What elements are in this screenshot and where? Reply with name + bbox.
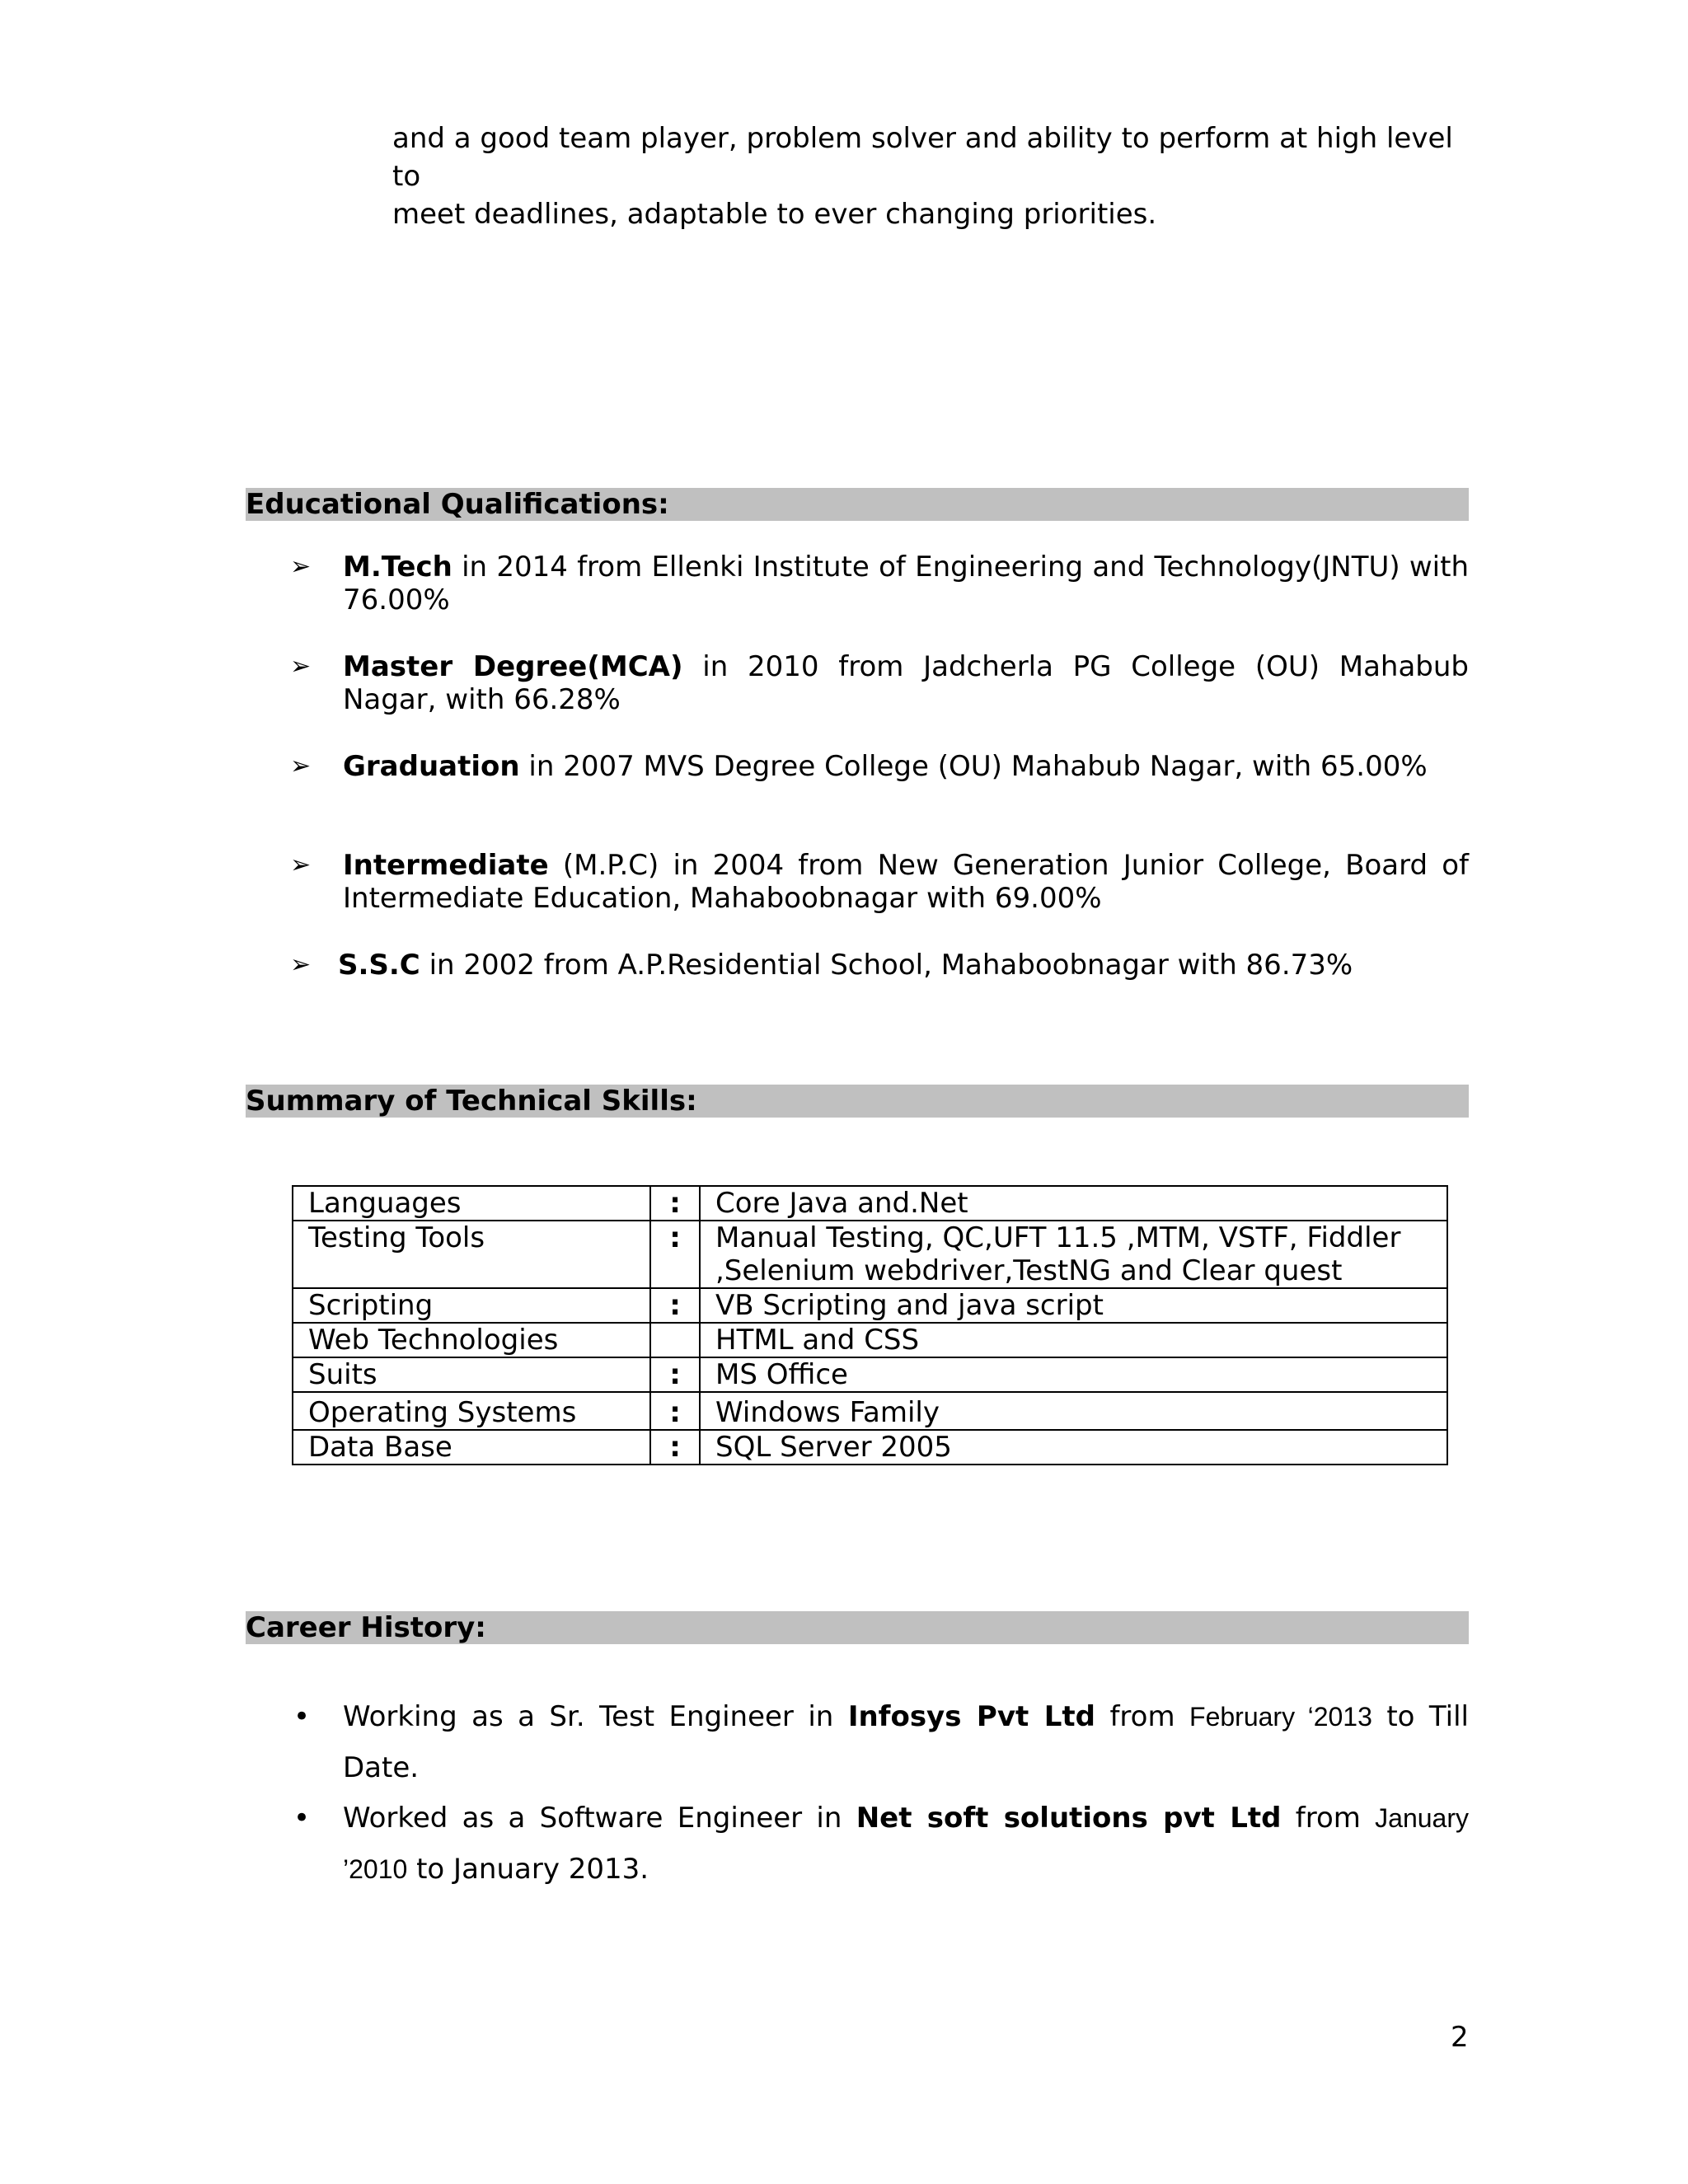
skill-category: Web Technologies — [293, 1323, 650, 1357]
career-from: from — [1281, 1802, 1376, 1835]
table-row — [293, 1430, 1447, 1465]
skill-value: HTML and CSS — [700, 1323, 1447, 1357]
skill-category: Data Base — [293, 1430, 650, 1465]
table-row — [293, 1323, 1447, 1357]
skill-separator: : — [650, 1357, 700, 1392]
bullet-dot-icon: • — [293, 1802, 311, 1835]
skills-table — [292, 1185, 1448, 1465]
career-end: to Till Date. — [343, 1700, 1469, 1784]
skill-category: Operating Systems — [293, 1392, 650, 1430]
skill-separator: : — [650, 1430, 700, 1465]
career-role: Working as a Sr. Test Engineer in — [343, 1700, 848, 1733]
skill-category: Suits — [293, 1357, 650, 1392]
career-end: to January 2013. — [407, 1853, 649, 1886]
degree-details: in 2002 from A.P.Residential School, Mahaboobnagar with 86.73% — [420, 949, 1353, 982]
career-start-date: January ’2010 — [343, 1803, 1469, 1884]
degree-name: Graduation — [343, 750, 520, 783]
arrowhead-bullet-icon: ➢ — [290, 652, 312, 681]
table-row — [293, 1221, 1447, 1288]
arrowhead-bullet-icon: ➢ — [290, 851, 312, 879]
career-heading: Career History: — [246, 1611, 1469, 1644]
skill-separator: : — [650, 1221, 700, 1288]
intro-paragraph — [392, 120, 1472, 233]
skill-separator: : — [650, 1392, 700, 1430]
bullet-dot-icon: • — [293, 1700, 311, 1733]
degree-details: in 2014 from Ellenki Institute of Engineering and Technology(JNTU) with 76.00% — [343, 551, 1469, 616]
degree-name: S.S.C — [338, 949, 420, 982]
skill-separator: : — [650, 1186, 700, 1221]
degree-details: in 2007 MVS Degree College (OU) Mahabub Nagar, with 65.00% — [519, 750, 1428, 783]
company-name: Net soft solutions pvt Ltd — [856, 1802, 1282, 1835]
career-start-date: February ‘2013 — [1189, 1702, 1372, 1732]
table-row — [293, 1392, 1447, 1430]
arrowhead-bullet-icon: ➢ — [290, 752, 312, 780]
degree-name: Master Degree(MCA) — [343, 650, 683, 683]
table-row — [293, 1357, 1447, 1392]
skill-value: Manual Testing, QC,UFT 11.5 ,MTM, VSTF, Fiddler ,Selenium webdriver,TestNG and Clear quest — [700, 1221, 1447, 1288]
table-row — [293, 1288, 1447, 1323]
arrowhead-bullet-icon: ➢ — [290, 950, 312, 979]
arrowhead-bullet-icon: ➢ — [290, 552, 312, 581]
degree-name: M.Tech — [343, 551, 452, 583]
skill-value: Windows Family — [700, 1392, 1447, 1430]
intro-line-2: meet deadlines, adaptable to ever changing priorities. — [392, 198, 1157, 231]
skill-value: SQL Server 2005 — [700, 1430, 1447, 1465]
education-heading: Educational Qualifications: — [246, 488, 1469, 521]
skill-separator — [650, 1323, 700, 1357]
skill-category: Scripting — [293, 1288, 650, 1323]
table-row — [293, 1186, 1447, 1221]
skill-value: Core Java and.Net — [700, 1186, 1447, 1221]
career-role: Worked as a Software Engineer in — [343, 1802, 856, 1835]
skill-category: Testing Tools — [293, 1221, 650, 1288]
degree-name: Intermediate — [343, 849, 549, 882]
skill-category: Languages — [293, 1186, 650, 1221]
career-from: from — [1095, 1700, 1190, 1733]
degree-details: (M.P.C) in 2004 from New Generation Junior College, Board of Intermediate Education, Mahaboobnagar with 69.00% — [343, 849, 1469, 915]
skill-value: MS Office — [700, 1357, 1447, 1392]
skill-separator: : — [650, 1288, 700, 1323]
page-number: 2 — [1451, 2021, 1469, 2054]
skill-value: VB Scripting and java script — [700, 1288, 1447, 1323]
intro-line-1: and a good team player, problem solver and ability to perform at high level to — [392, 122, 1453, 193]
degree-details: in 2010 from Jadcherla PG College (OU) Mahabub Nagar, with 66.28% — [343, 650, 1469, 716]
company-name: Infosys Pvt Ltd — [847, 1700, 1095, 1733]
skills-heading: Summary of Technical Skills: — [246, 1085, 1469, 1118]
